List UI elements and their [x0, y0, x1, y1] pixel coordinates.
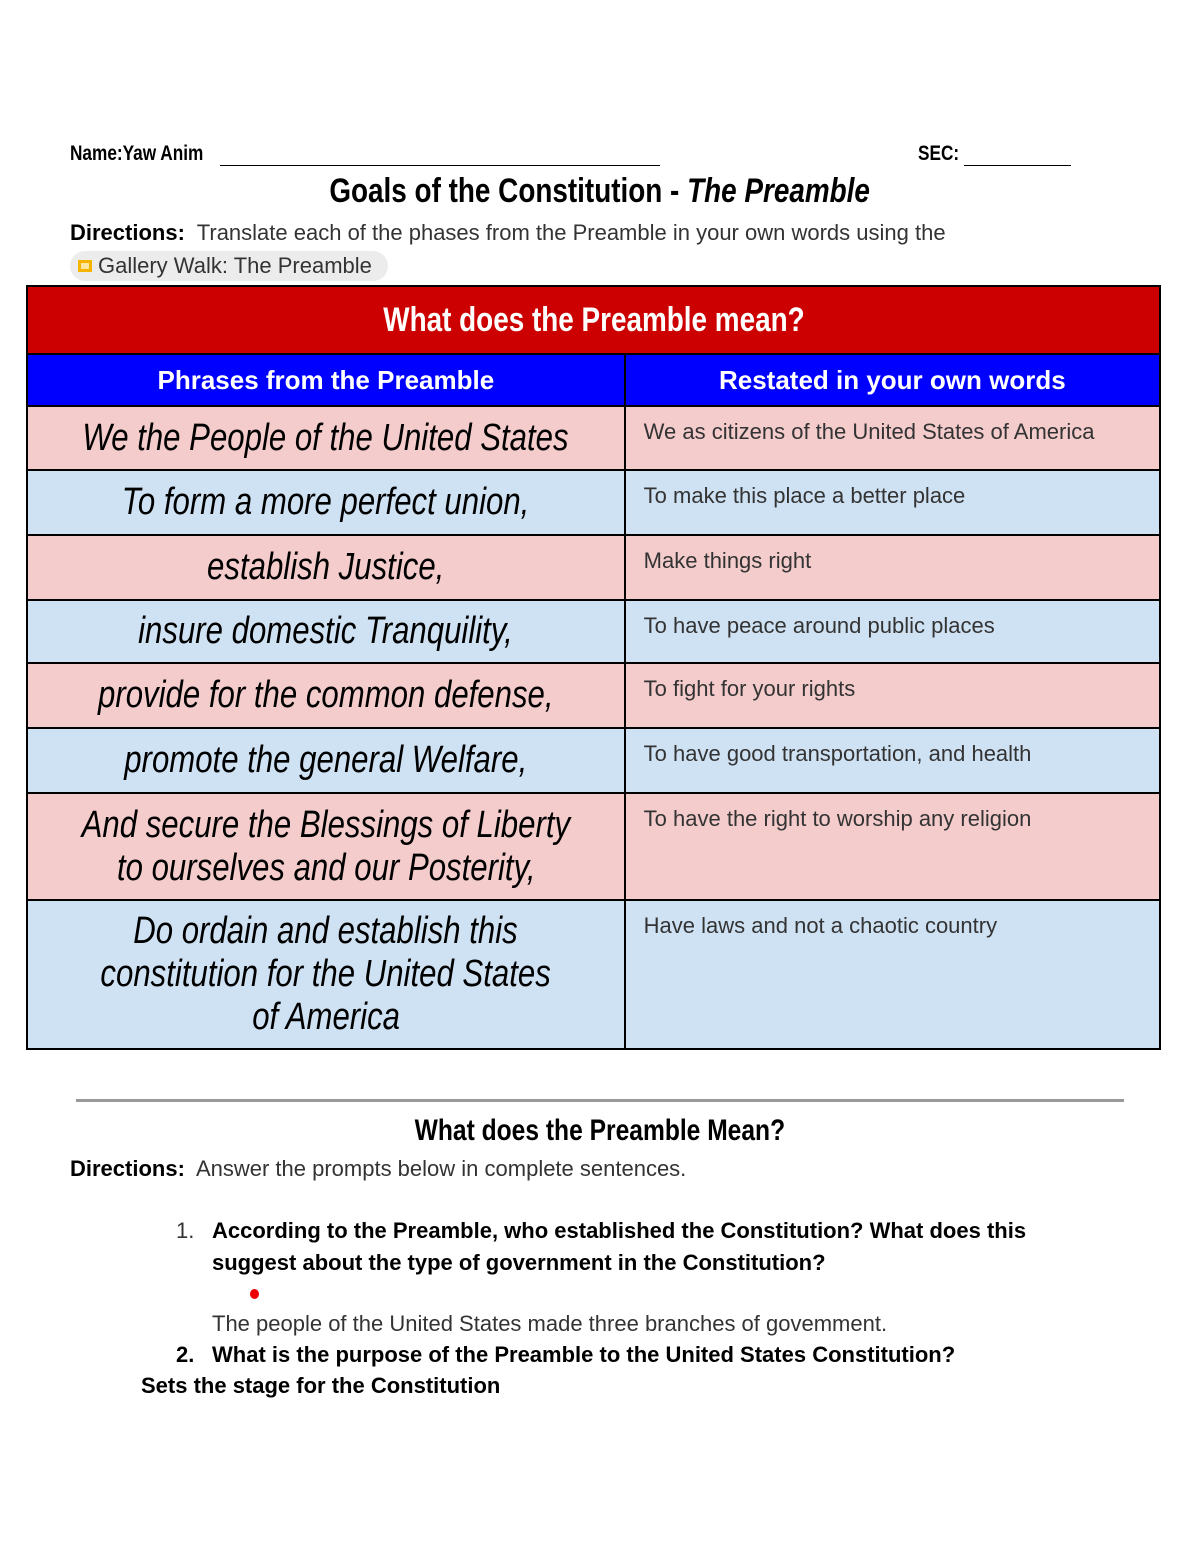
preamble-phrase — [27, 600, 625, 663]
table-row — [27, 600, 1160, 663]
divider — [76, 1099, 1124, 1102]
name-label: Name: — [70, 142, 123, 165]
phrase-line: promote the general Welfare, — [124, 739, 528, 781]
preamble-phrase — [27, 793, 625, 900]
phrase-line: to ourselves and our Posterity, — [116, 846, 536, 889]
preamble-phrase — [27, 535, 625, 600]
preamble-phrase — [27, 470, 625, 535]
page-title: Goals of the Constitution - The Preamble — [329, 172, 871, 210]
name-line — [70, 142, 220, 166]
q2-number: 2. — [176, 1342, 195, 1367]
preamble-phrase — [27, 900, 625, 1049]
name-value: Yaw Anim — [122, 142, 204, 165]
table-row — [27, 663, 1160, 728]
col-header-restated: Restated in your own words — [625, 354, 1160, 406]
restated-answer[interactable]: To have the right to worship any religion — [625, 793, 1160, 900]
table-row — [27, 406, 1160, 470]
table-row — [27, 793, 1160, 900]
question-1: According to the Preamble, who established the Constitution? What does this suggest about the type of government in the Constitution? — [212, 1218, 1027, 1275]
phrase-line: To form a more perfect union, — [122, 481, 530, 523]
restated-answer[interactable]: To have good transportation, and health — [625, 728, 1160, 793]
phrase-line: insure domestic Tranquility, — [138, 610, 514, 652]
question-2: What is the purpose of the Preamble to the United States Constitution? — [212, 1342, 956, 1367]
slides-icon — [78, 260, 92, 272]
table-row — [27, 470, 1160, 535]
phrase-line: We the People of the United States — [82, 416, 569, 459]
restated-answer[interactable]: To make this place a better place — [625, 470, 1160, 535]
bullet-icon — [250, 1289, 259, 1299]
gallery-walk-link-chip[interactable]: Gallery Walk: The Preamble — [70, 251, 388, 281]
answer-2[interactable]: Sets the stage for the Constitution — [141, 1373, 501, 1398]
answer-1[interactable]: The people of the United States made three branches of govemment. — [212, 1311, 888, 1336]
phrase-line: establish Justice, — [207, 546, 445, 588]
restated-answer[interactable]: To fight for your rights — [625, 663, 1160, 728]
table-row — [27, 728, 1160, 793]
restated-answer[interactable]: We as citizens of the United States of America — [625, 406, 1160, 470]
sec-underline — [964, 143, 1071, 166]
phrase-line: provide for the common defense, — [98, 674, 554, 716]
directions-2: Directions: Answer the prompts below in complete sentences. — [70, 1156, 687, 1181]
directions: Directions: Translate each of the phases from the Preamble in your own words using the — [70, 220, 946, 245]
restated-answer[interactable]: Make things right — [625, 535, 1160, 600]
phrase-line: And secure the Blessings of Liberty — [81, 803, 571, 846]
restated-answer[interactable]: To have peace around public places — [625, 600, 1160, 663]
col-header-phrases: Phrases from the Preamble — [27, 354, 625, 406]
table-row — [27, 535, 1160, 600]
section-title: What does the Preamble Mean? — [414, 1114, 786, 1147]
restated-answer[interactable]: Have laws and not a chaotic country — [625, 900, 1160, 1049]
phrase-line: Do ordain and establish this — [133, 910, 519, 952]
table-title: What does the Preamble mean? — [27, 286, 1160, 354]
q1-number: 1. — [176, 1218, 195, 1243]
phrase-line: constitution for the United States — [100, 953, 552, 995]
preamble-phrase — [27, 728, 625, 793]
phrase-line: of America — [251, 996, 400, 1038]
preamble-phrase — [27, 406, 625, 470]
sec-label: SEC: — [918, 142, 960, 165]
name-underline — [220, 143, 660, 166]
preamble-table — [26, 285, 1161, 1050]
preamble-phrase — [27, 663, 625, 728]
table-row — [27, 900, 1160, 1049]
